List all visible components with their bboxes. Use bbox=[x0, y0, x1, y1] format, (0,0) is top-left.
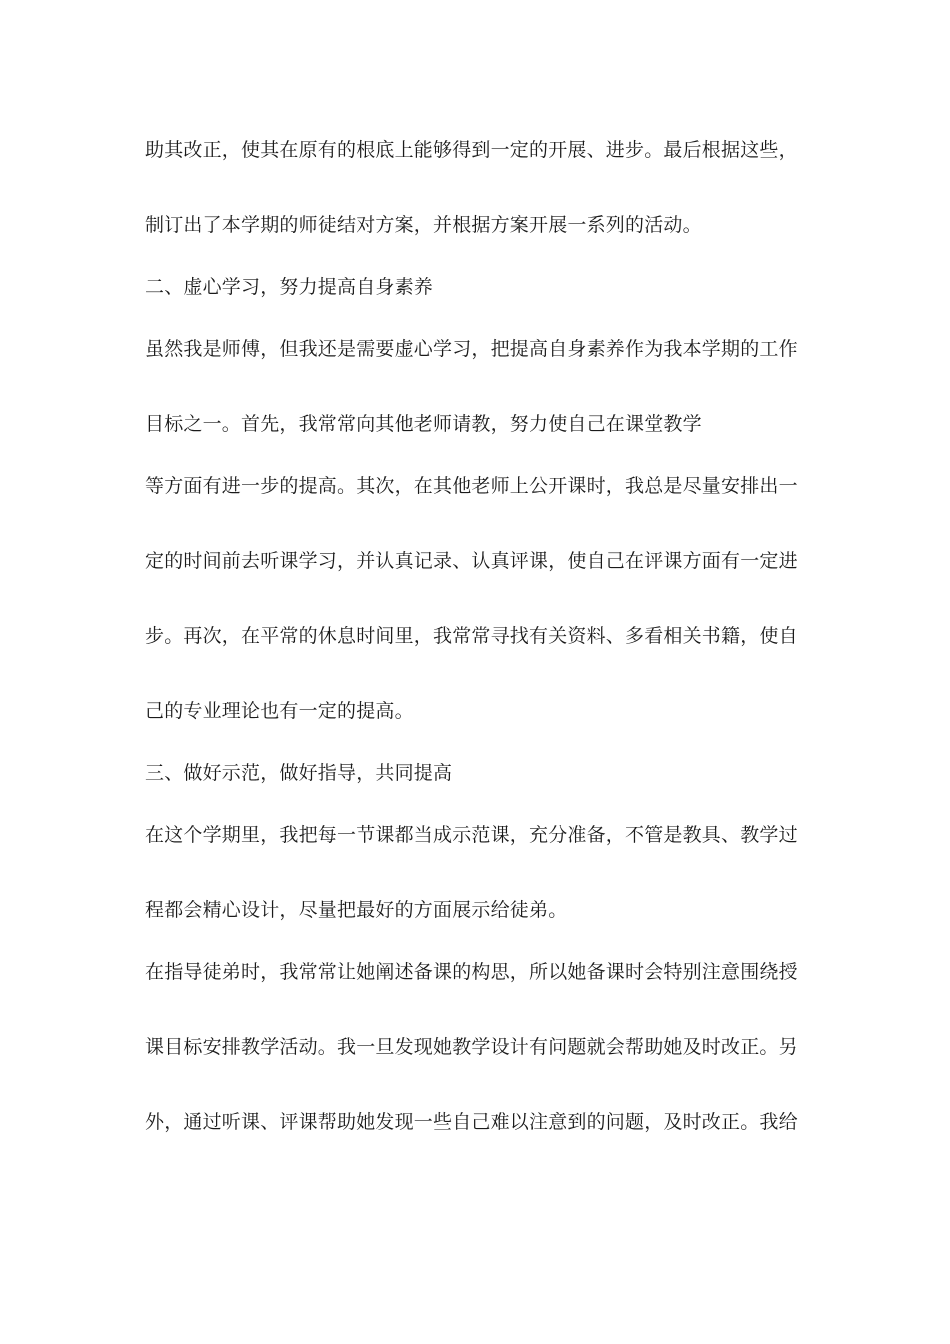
paragraph-line: 程都会精心设计，尽量把最好的方面展示给徒弟。 bbox=[145, 899, 568, 921]
paragraph-line: 定的时间前去听课学习，并认真记录、认真评课，使自己在评课方面有一定进 bbox=[145, 550, 798, 572]
paragraph-line: 外，通过听课、评课帮助她发现一些自己难以注意到的问题，及时改正。我给 bbox=[145, 1111, 798, 1133]
section-heading: 三、做好示范，做好指导，共同提高 bbox=[145, 762, 453, 784]
paragraph-line: 等方面有进一步的提高。其次，在其他老师上公开课时，我总是尽量安排出一 bbox=[145, 475, 798, 497]
paragraph-line: 己的专业理论也有一定的提高。 bbox=[145, 700, 414, 722]
paragraph-line: 步。再次，在平常的休息时间里，我常常寻找有关资料、多看相关书籍，使自 bbox=[145, 625, 798, 647]
paragraph-line: 在指导徒弟时，我常常让她阐述备课的构思，所以她备课时会特别注意围绕授 bbox=[145, 961, 798, 983]
paragraph-line: 助其改正，使其在原有的根底上能够得到一定的开展、进步。最后根据这些， bbox=[145, 139, 798, 161]
section-heading: 二、虚心学习，努力提高自身素养 bbox=[145, 276, 434, 298]
paragraph-line: 虽然我是师傅，但我还是需要虚心学习，把提高自身素养作为我本学期的工作 bbox=[145, 338, 798, 360]
paragraph-line: 目标之一。首先，我常常向其他老师请教，努力使自己在课堂教学 bbox=[145, 413, 702, 435]
paragraph-line: 课目标安排教学活动。我一旦发现她教学设计有问题就会帮助她及时改正。另 bbox=[145, 1036, 798, 1058]
paragraph-line: 制订出了本学期的师徒结对方案，并根据方案开展一系列的活动。 bbox=[145, 214, 702, 236]
paragraph-line: 在这个学期里，我把每一节课都当成示范课，充分准备，不管是教具、教学过 bbox=[145, 824, 798, 846]
